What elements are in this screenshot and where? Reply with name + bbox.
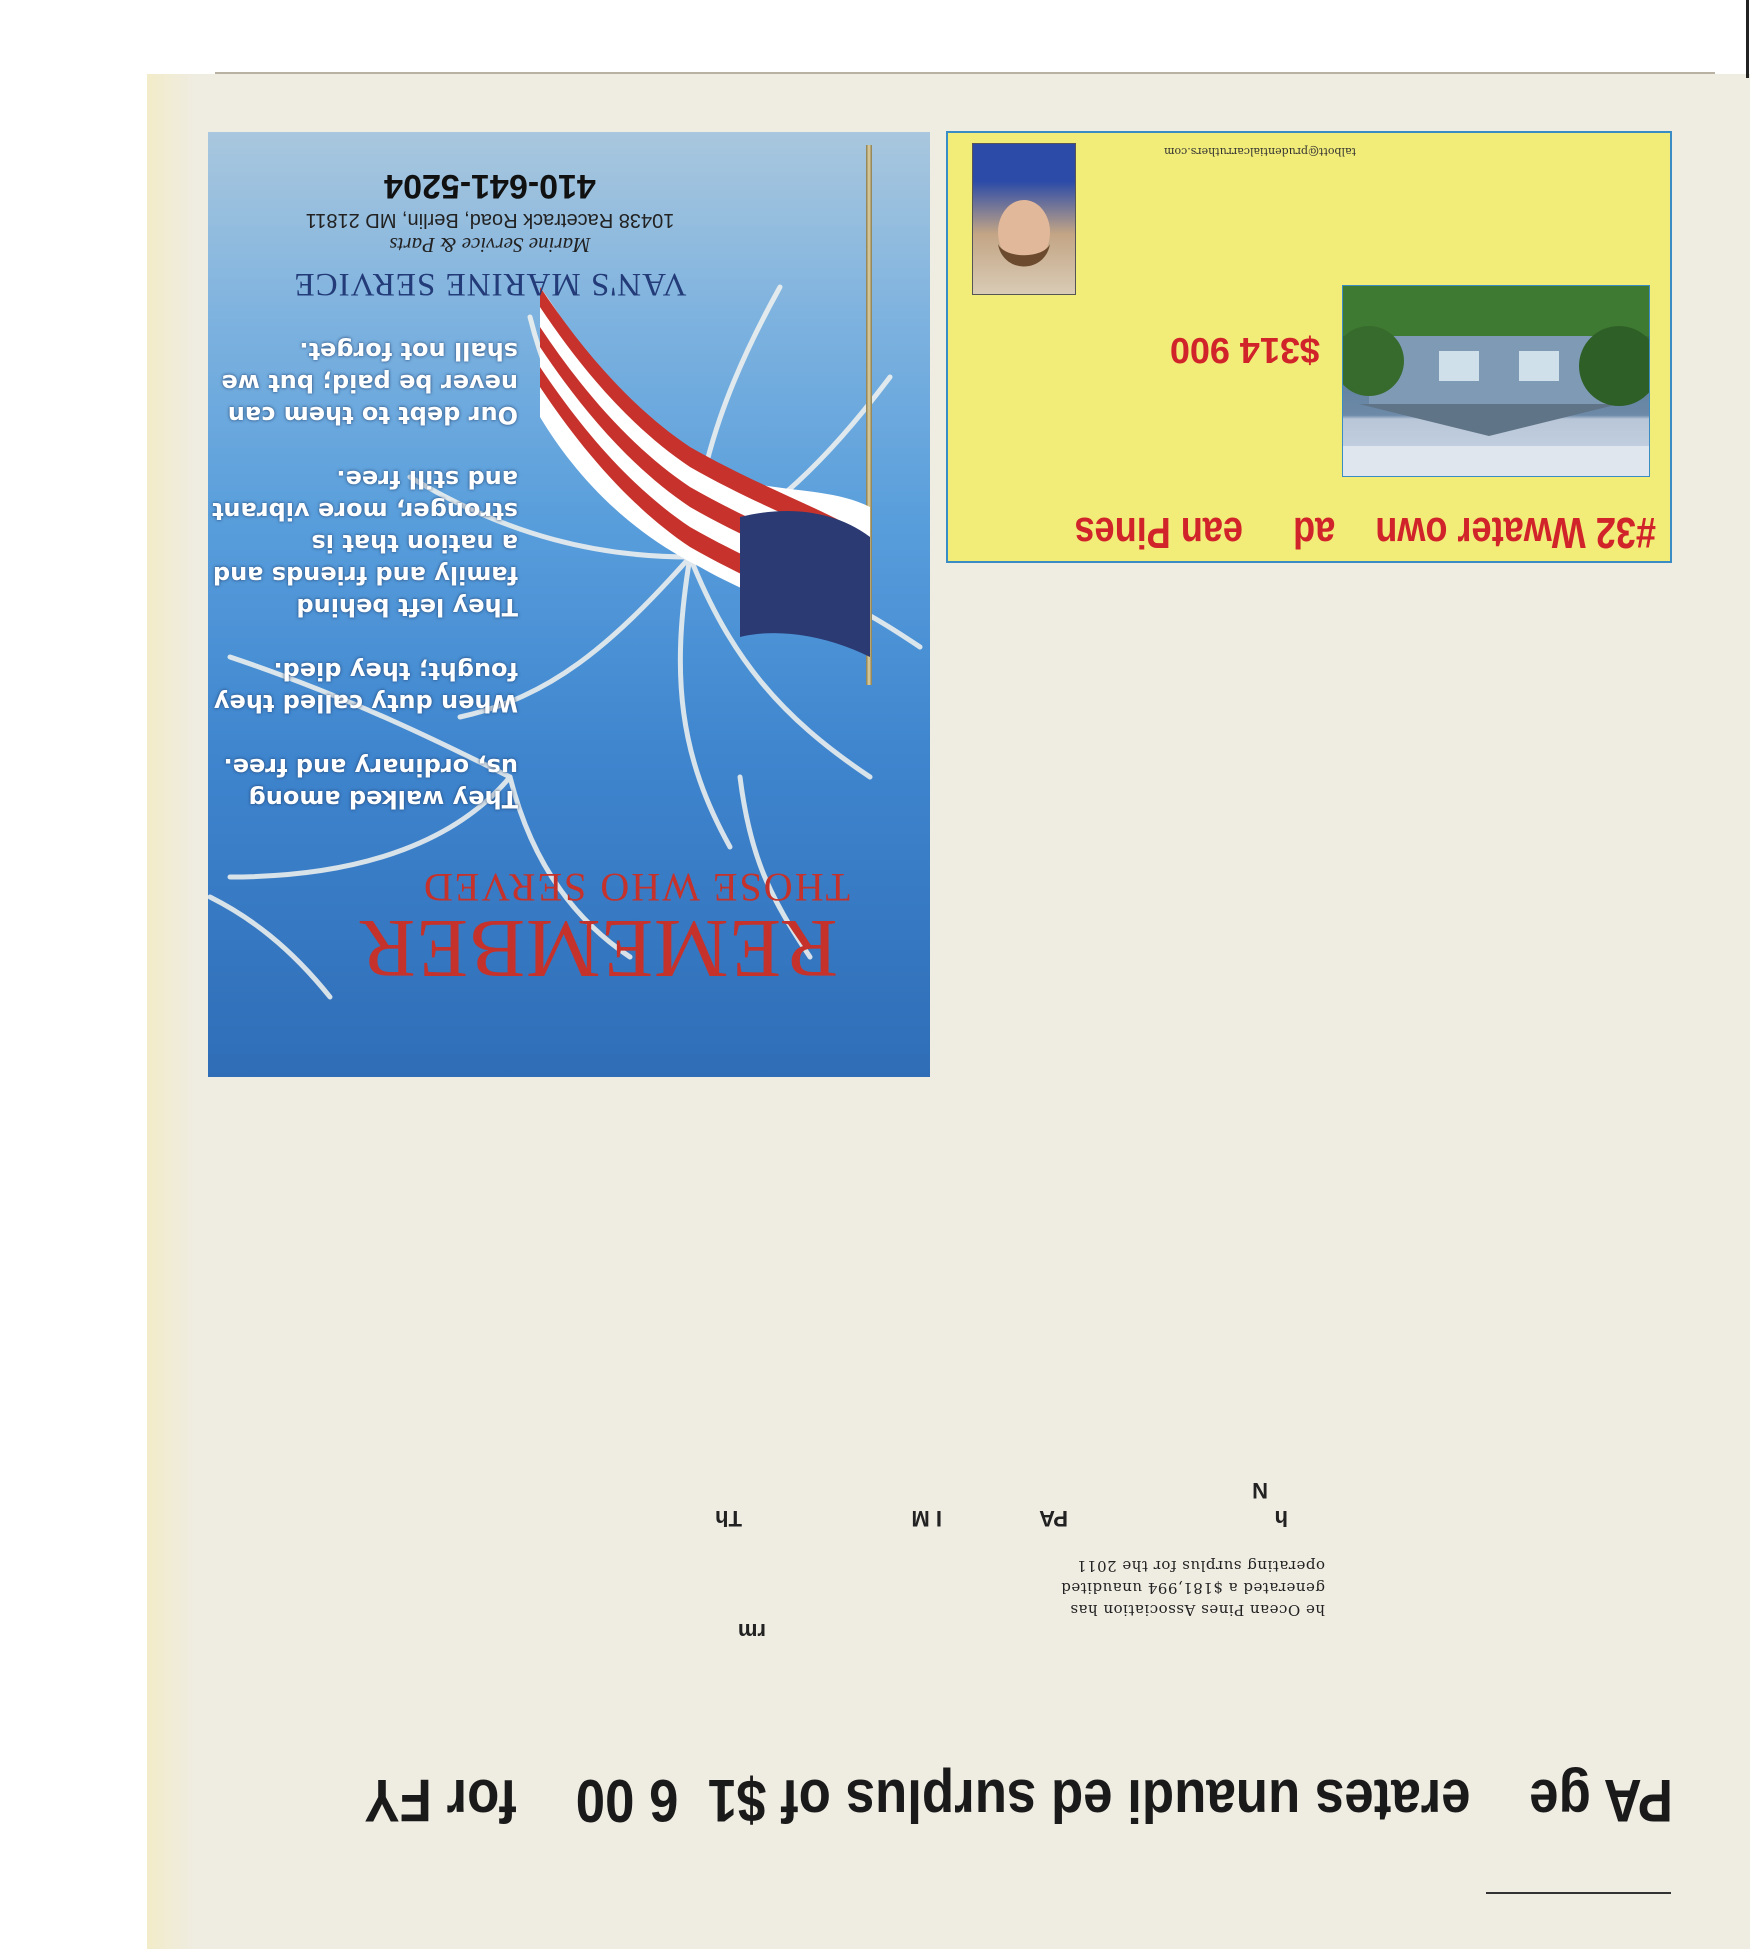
faded-text-fragment: Th — [715, 1506, 742, 1531]
business-phone: 410-641-5204 — [384, 167, 596, 205]
faded-text-fragment: I M — [911, 1506, 942, 1531]
faded-text-fragment: PA — [1039, 1506, 1068, 1531]
article-body: he Ocean Pines Association has generated a $181,994 unaudited operating surplus for the 2011 — [1060, 1557, 1325, 1619]
poem-stanza: They walked among us, ordinary and free. — [223, 753, 518, 813]
realty-ad — [946, 131, 1672, 563]
listing-price: $314 900 — [1169, 330, 1320, 371]
business-tagline: Marine Service & Parts — [389, 233, 591, 257]
agent-portrait — [973, 144, 1075, 294]
memorial-ad — [208, 132, 930, 1077]
faded-text-fragment: h — [1274, 1506, 1288, 1531]
article-headline: PA ge erates unaudi ed surplus of $1 6 00 for FY — [364, 1767, 1673, 1834]
american-flag-graphic — [540, 277, 870, 657]
house-illustration — [1343, 286, 1649, 476]
faded-text-fragment: N — [1252, 1478, 1268, 1503]
ad-subtitle: THOSE WHO SERVED — [421, 865, 850, 910]
ad-title: REMEMBER — [358, 902, 838, 995]
poem-stanza: Our debt to them can never be paid; but we shall not forget. — [221, 337, 518, 429]
faded-text-fragment: rm — [737, 1619, 766, 1644]
house-photo — [1342, 285, 1650, 477]
listing-title: #32 Wwater own ad ean Pines — [1074, 508, 1656, 557]
agent-email: talbott@prudentialcarruthers.com — [1164, 145, 1356, 158]
poem-stanza: When duty called they fought; they died. — [213, 657, 518, 717]
poem-stanza: They left behind family and friends and a nation that is stronger, more vibrant and still free. — [211, 465, 518, 621]
memorial-poem — [208, 303, 518, 815]
business-name: VAN'S MARINE SERVICE — [293, 266, 687, 302]
agent-photo — [972, 143, 1076, 295]
business-address: 10438 Racetrack Road, Berlin, MD 21811 — [305, 209, 675, 231]
